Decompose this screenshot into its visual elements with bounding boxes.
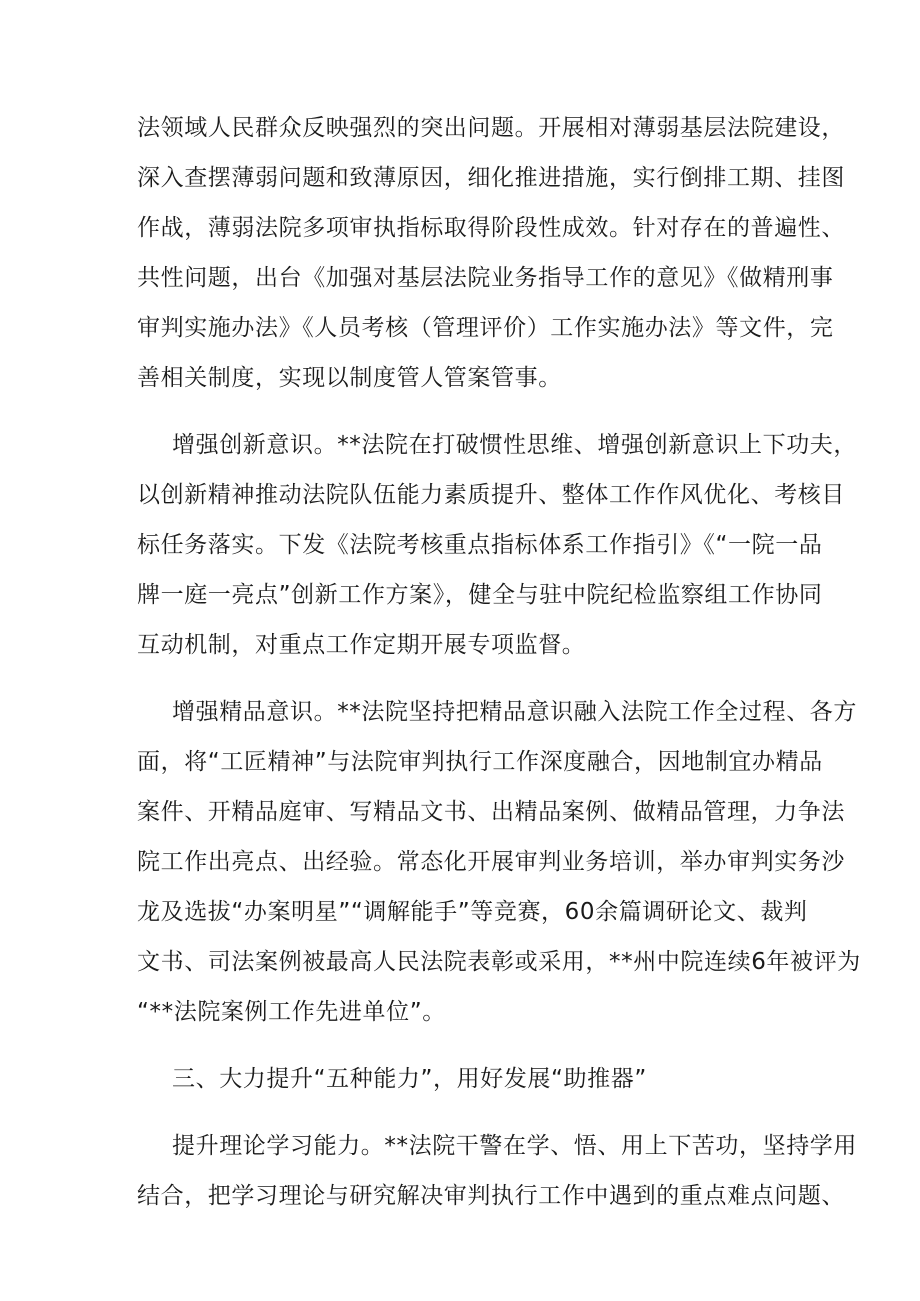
- heading-line: 三、大力提升“五种能力”，用好发展“助推器”: [172, 1066, 647, 1092]
- text-line: 提升理论学习能力。**法院干警在学、悟、用上下苦功，坚持学用: [172, 1133, 857, 1159]
- text-line: 牌一庭一亮点”创新工作方案》，健全与驻中院纪检监察组工作协同: [137, 582, 823, 608]
- text-line: 院工作出亮点、出经验。常态化开展审判业务培训，举办审判实务沙: [137, 849, 845, 875]
- text-line: 以创新精神推动法院队伍能力素质提升、整体工作作风优化、考核目: [137, 482, 845, 508]
- text-line: 面，将“工匠精神”与法院审判执行工作深度融合，因地制宜办精品: [137, 749, 823, 775]
- text-line: 作战，薄弱法院多项审执指标取得阶段性成效。针对存在的普遍性、: [137, 215, 845, 241]
- text-line: 龙及选拔“办案明星”“调解能手”等竞赛，60余篇调研论文、裁判: [137, 899, 808, 925]
- text-line: 善相关制度，实现以制度管人管案管事。: [137, 365, 562, 391]
- text-line: 深入查摆薄弱问题和致薄原因，细化推进措施，实行倒排工期、挂图: [137, 165, 845, 191]
- text-line: 案件、开精品庭审、写精品文书、出精品案例、做精品管理，力争法: [137, 799, 845, 825]
- text-line: 审判实施办法》《人员考核（管理评价）工作实施办法》等文件，完: [137, 315, 834, 341]
- text-line: 结合，把学习理论与研究解决审判执行工作中遇到的重点难点问题、: [137, 1183, 845, 1209]
- text-line: 增强创新意识。**法院在打破惯性思维、增强创新意识上下功夫，: [172, 432, 857, 458]
- text-line: 增强精品意识。**法院坚持把精品意识融入法院工作全过程、各方: [172, 699, 857, 725]
- text-line: 文书、司法案例被最高人民法院表彰或采用，**州中院连续6年被评为: [137, 949, 861, 975]
- text-line: 法领域人民群众反映强烈的突出问题。开展相对薄弱基层法院建设，: [137, 115, 845, 141]
- text-line: 共性问题，出台《加强对基层法院业务指导工作的意见》《做精刑事: [137, 265, 834, 291]
- text-line: “**法院案例工作先进单位”。: [137, 999, 446, 1025]
- text-line: 标任务落实。下发《法院考核重点指标体系工作指引》《“一院一品: [137, 532, 823, 558]
- text-line: 互动机制，对重点工作定期开展专项监督。: [137, 632, 586, 658]
